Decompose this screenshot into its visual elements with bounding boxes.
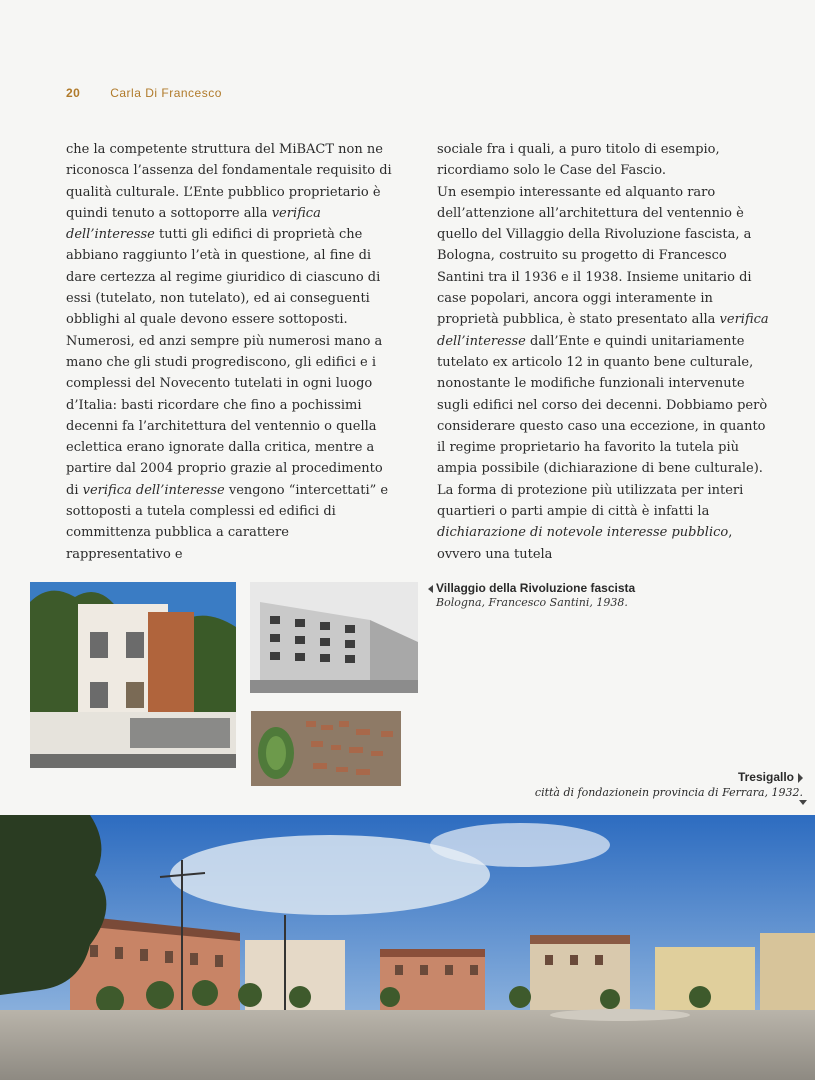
arrow-down-icon [799,800,807,805]
caption-subtitle: Bologna, Francesco Santini, 1938. [436,596,628,609]
text-run: dall’Ente e quindi unitariamente tutelato ex articolo 12 in quanto bene culturale, nonostante le modifiche funzionali intervenute sugli edifici nel corso dei decenni. Dobbiamo però considerare questo caso una eccezione, in quanto il regime proprietario ha favorito la tutela più ampia possibile (dichiarazione di bene culturale). [437,333,768,477]
page-number: 20 [66,86,81,100]
caption-tresigallo [535,770,803,799]
italic-term: verifica dell’interesse [66,205,321,243]
italic-term: dichiarazione di notevole interesse pubblico [437,525,729,541]
left-column [66,139,396,565]
caption-subtitle: città di fondazionein provincia di Ferrara, 1932. [534,786,803,799]
arrow-left-icon [428,585,433,593]
photo-tresigallo-panorama [0,815,815,1080]
photo-villaggio-block-bw [250,582,418,693]
right-paragraph-1: sociale fra i quali, a puro titolo di esempio, ricordiamo solo le Case del Fascio. [437,142,720,179]
right-column [437,139,775,565]
italic-term: verifica dell’interesse [437,312,769,349]
text-run: Numerosi, ed anzi sempre più numerosi mano a mano che gli studi progrediscono, gli edifici e i complessi del Novecento tutelati in ogni luogo d’Italia: basti ricordare che fino a pochissimi decenni fa l’architettura del ventennio o quella eclettica erano ignorate dalla critica, mentre a partire dal 2004 proprio grazie al procedimento di [66,333,383,498]
left-paragraph-1 [66,139,396,331]
italic-term: verifica dell’interesse [82,482,225,498]
caption-villaggio [428,581,635,609]
left-paragraph-2 [66,331,396,565]
right-paragraph-2 [437,182,775,480]
text-run: , ovvero una tutela [437,525,733,562]
running-header [66,86,222,100]
caption-title: Villaggio della Rivoluzione fascista [436,581,636,595]
caption-title: Tresigallo [737,770,794,784]
text-run: che la competente struttura del MiBACT non ne riconosca l’assenza del fondamentale requisito di qualità culturale. L’Ente pubblico proprietario è quindi tenuto a sottoporre alla [66,142,392,221]
author-name: Carla Di Francesco [110,86,222,100]
arrow-right-icon [798,773,803,783]
text-run: La forma di protezione più utilizzata per interi quartieri o parti ampie di città è infatti la [437,482,744,520]
photo-villaggio-building [30,582,236,768]
photo-villaggio-aerial [251,711,401,786]
text-run: Un esempio interessante ed alquanto raro dell’attenzione all’architettura del ventennio è quello del Villaggio della Rivoluzione fascista, a Bologna, costruito su progetto di Francesco Santini tra il 1936 e il 1938. Insieme unitario di case popolari, ancora oggi interamente in proprietà pubblica, è stato presentato alla [437,184,752,328]
text-run: vengono “intercettati” e sottoposti a tutela complessi ed edifici di committenza pubblica a carattere rappresentativo e [66,482,389,562]
right-paragraph-3 [437,480,775,565]
text-run: tutti gli edifici di proprietà che abbiano raggiunto l’età in questione, al fine di dare certezza al regime giuridico di ciascuno di essi (tutelato, non tutelato), ed ai conseguenti obblighi al quale devono essere sottoposti. [66,227,381,328]
